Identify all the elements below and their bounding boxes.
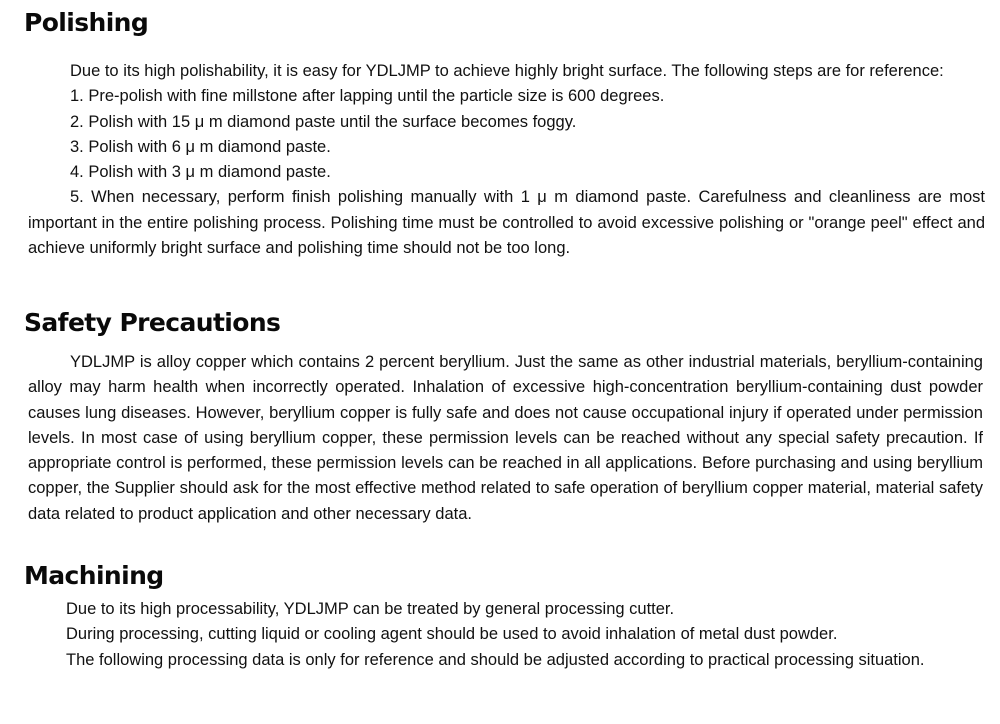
safety-paragraph: YDLJMP is alloy copper which contains 2 percent beryllium. Just the same as other industrial materials, beryllium-containing alloy may harm health when incorrectly operated. Inhalation of excessive high-concentration beryllium-containing dust powder causes lung diseases. However, beryllium copper is fully safe and does not cause occupational injury if operated under permission levels. In most case of using beryllium copper, these permission levels can be reached without any special safety precaution. If appropriate control is performed, these permission levels can be reached in all applications. Before purchasing and using beryllium copper, the Supplier should ask for the most effective method related to safe operation of beryllium copper material, material safety data related to product application and other necessary data. bbox=[28, 353, 983, 523]
polishing-intro: Due to its high polishability, it is easy for YDLJMP to achieve highly bright surface. The following steps are for reference: bbox=[70, 62, 944, 80]
machining-section bbox=[24, 597, 981, 673]
polishing-step-3: 3. Polish with 6 μ m diamond paste. bbox=[70, 137, 331, 156]
polishing-heading: Polishing bbox=[24, 8, 149, 37]
machining-line-2: During processing, cutting liquid or cooling agent should be used to avoid inhalation of metal dust powder. bbox=[66, 625, 838, 644]
polishing-step-5: 5. When necessary, perform finish polishing manually with 1 μ m diamond paste. Carefulness and cleanliness are most important in the entire polishing process. Polishing time must be controlled to avoid excessive polishing or "orange peel" effect and achieve uniformly bright surface and polishing time should not be too long. bbox=[28, 188, 985, 258]
polishing-step-1: 1. Pre-polish with fine millstone after lapping until the particle size is 600 degrees. bbox=[70, 87, 665, 106]
safety-section bbox=[28, 350, 983, 527]
machining-line-3: The following processing data is only for reference and should be adjusted according to practical processing situation. bbox=[66, 650, 925, 669]
machining-heading: Machining bbox=[24, 561, 164, 590]
polishing-step-4: 4. Polish with 3 μ m diamond paste. bbox=[70, 163, 331, 182]
polishing-step-2: 2. Polish with 15 μ m diamond paste until the surface becomes foggy. bbox=[70, 112, 577, 131]
safety-heading: Safety Precautions bbox=[24, 308, 281, 337]
machining-line-1: Due to its high processability, YDLJMP can be treated by general processing cutter. bbox=[66, 600, 675, 618]
polishing-section bbox=[28, 59, 985, 261]
